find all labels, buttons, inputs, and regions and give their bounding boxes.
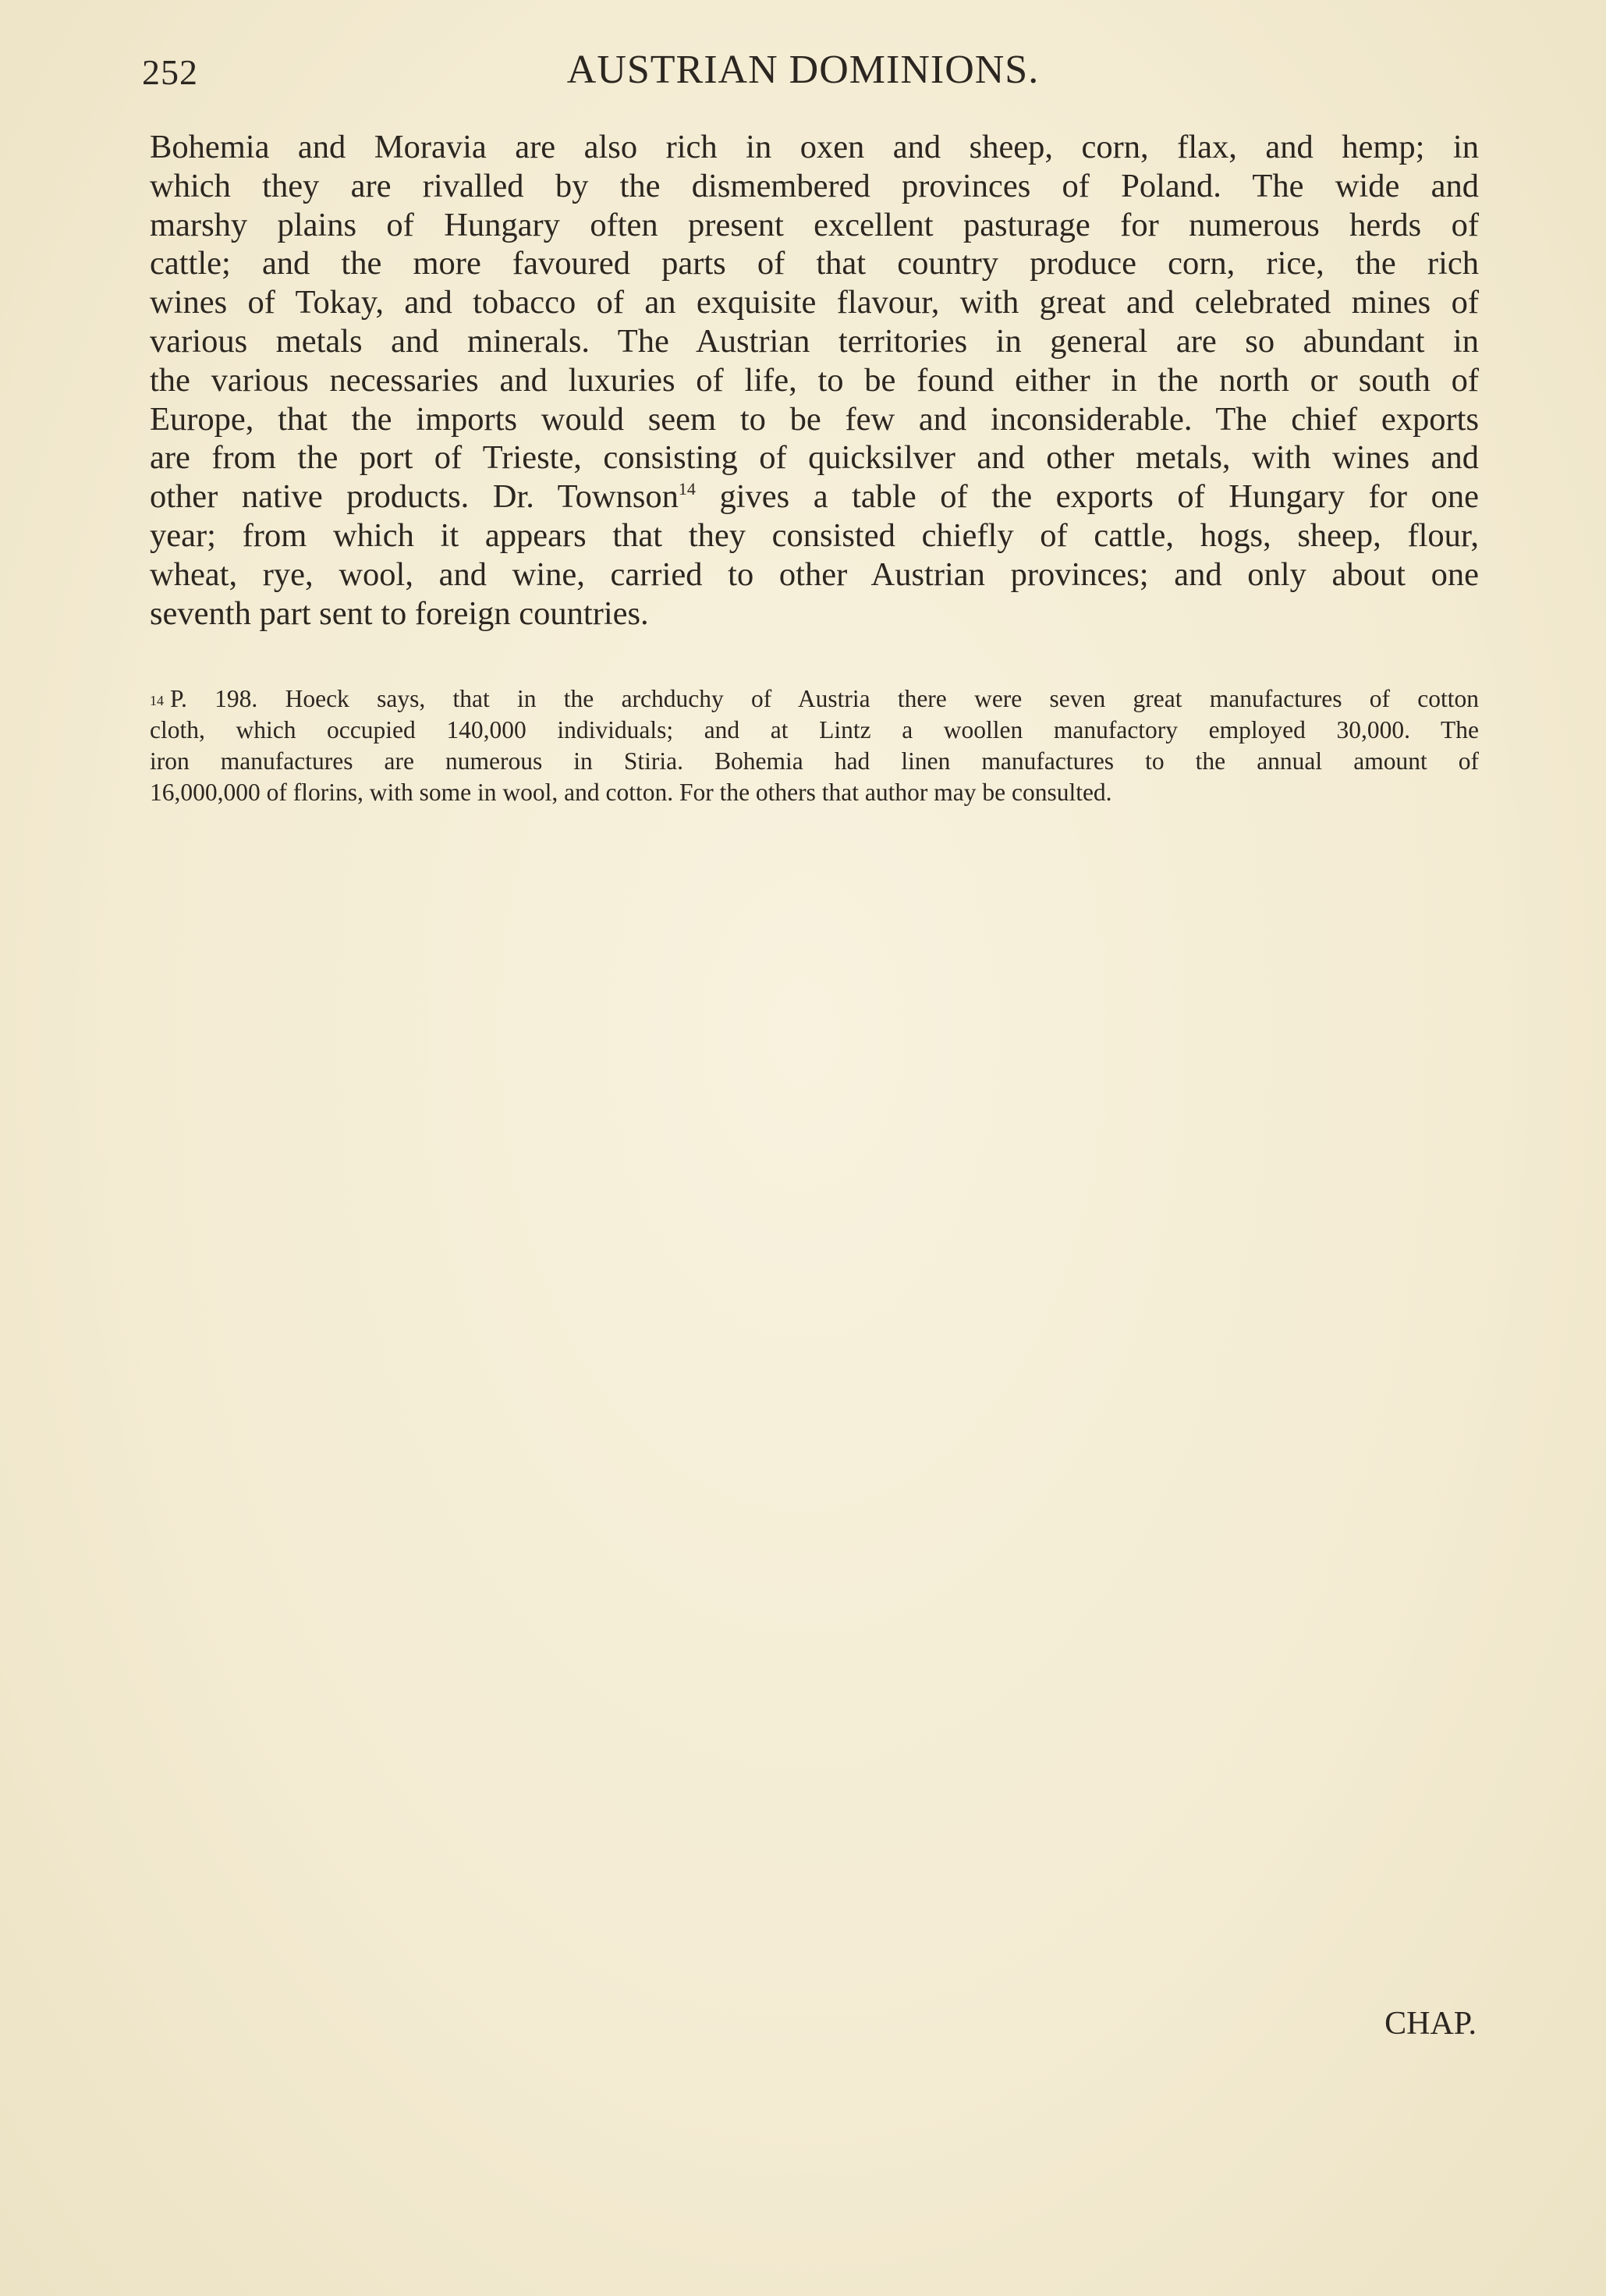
text-line: are from the port of Trieste, consisting of quicksilver and other metals, with wines and	[150, 439, 1479, 477]
footnote-text: P. 198. Hoeck says, that in the archduchy of Austria there were seven great manufactures of cotton	[170, 685, 1479, 712]
catchword: CHAP.	[1384, 2006, 1477, 2042]
footnote-line	[150, 683, 1479, 715]
text-line: Bohemia and Moravia are also rich in oxen and sheep, corn, flax, and hemp; in	[150, 129, 1479, 165]
page-number: 252	[142, 52, 198, 92]
text-line: seventh part sent to foreign countries.	[150, 594, 649, 632]
footnote-mark: 14	[150, 693, 164, 708]
text-line: wheat, rye, wool, and wine, carried to other Austrian provinces; and only about one	[150, 555, 1479, 593]
text-segment: other native products. Dr. Townson	[150, 478, 679, 516]
footnote-line: iron manufactures are numerous in Stiria. Bohemia had linen manufactures to the annual amount of	[150, 747, 1479, 775]
footnote-line: 16,000,000 of florins, with some in wool, and cotton. For the others that author may be consulted.	[150, 779, 1112, 806]
footnote-reference[interactable]: 14	[678, 479, 696, 499]
text-segment: gives a table of the exports of Hungary for one	[695, 478, 1479, 516]
running-head: AUSTRIAN DOMINIONS.	[566, 48, 1040, 92]
text-line: which they are rivalled by the dismembered provinces of Poland. The wide and	[150, 167, 1479, 204]
text-line: wines of Tokay, and tobacco of an exquisite flavour, with great and celebrated mines of	[150, 284, 1479, 321]
text-line: the various necessaries and luxuries of life, to be found either in the north or south of	[150, 361, 1479, 399]
text-line: various metals and minerals. The Austrian territories in general are so abundant in	[150, 322, 1479, 360]
text-line: cattle; and the more favoured parts of that country produce corn, rice, the rich	[150, 245, 1479, 282]
text-line: Europe, that the imports would seem to be few and inconsiderable. The chief exports	[150, 400, 1479, 438]
text-line: marshy plains of Hungary often present excellent pasturage for numerous herds of	[150, 206, 1479, 243]
footnote	[150, 683, 1479, 808]
footnote-line: cloth, which occupied 140,000 individuals; and at Lintz a woollen manufactory employed 30,000. The	[150, 716, 1479, 743]
text-line: year; from which it appears that they consisted chiefly of cattle, hogs, sheep, flour,	[150, 516, 1479, 554]
text-line-with-reference	[150, 477, 1479, 516]
body-paragraph	[150, 128, 1479, 633]
